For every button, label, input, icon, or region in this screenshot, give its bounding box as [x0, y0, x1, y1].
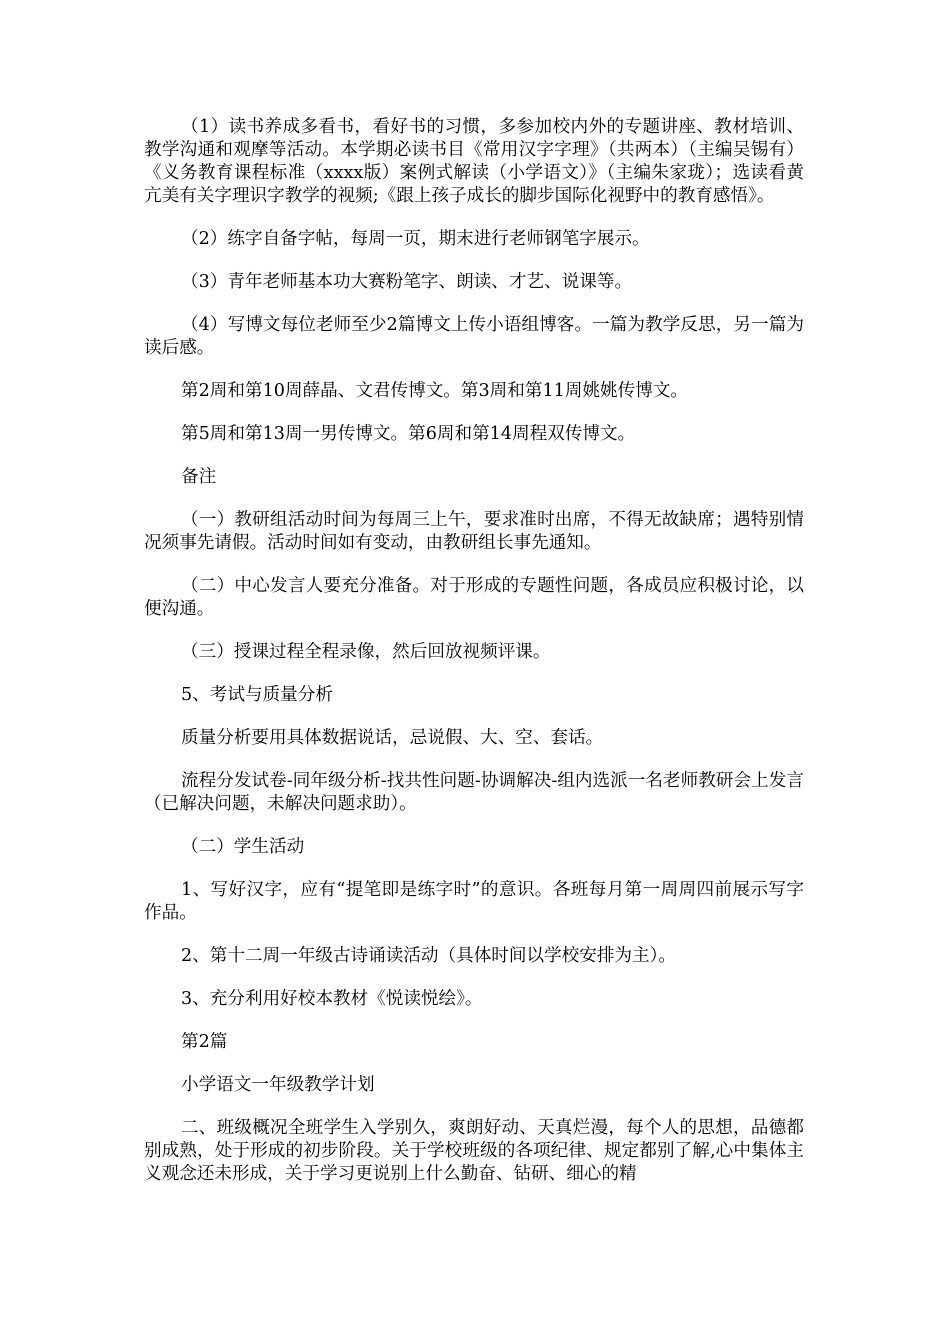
- paragraph-class-overview: 二、班级概况全班学生入学别久，爽朗好动、天真烂漫，每个人的思想，品德都别成熟，处于形成的初步阶段。关于学校班级的各项纪律、规定都别了解,心中集体主义观念还未形成，关于学习更说别上什么勤奋、钻研、细心的精: [144, 1118, 804, 1184]
- paragraph-process: 流程分发试卷-同年级分析-找共性问题-协调解决-组内选派一名老师教研会上发言（已解决问题，未解决问题求助）。: [144, 771, 804, 814]
- paragraph-blog-posts: （4）写博文每位老师至少2篇博文上传小语组博客。一篇为教学反思，另一篇为读后感。: [144, 315, 804, 358]
- paragraph-blog-schedule-2: 第5周和第13周一男传博文。第6周和第14周程双传博文。: [181, 424, 636, 444]
- paragraph-blog-schedule-1: 第2周和第10周薛晶、文君传博文。第3周和第11周姚姚传博文。: [181, 381, 689, 401]
- heading-remarks: 备注: [181, 467, 217, 487]
- paragraph-remark-2: （二）中心发言人要充分准备。对于形成的专题性问题，各成员应积极讨论，以便沟通。: [144, 576, 804, 619]
- document-body: [144, 116, 804, 1186]
- paragraph-calligraphy: （2）练字自备字帖，每周一页，期末进行老师钢笔字展示。: [181, 229, 650, 249]
- paragraph-activity-1: 1、写好汉字，应有“提笔即是练字时”的意识。各班每月第一周周四前展示写字作品。: [144, 880, 804, 923]
- paragraph-young-teacher-contest: （3）青年老师基本功大赛粉笔字、朗读、才艺、说课等。: [181, 272, 633, 292]
- heading-exam-analysis: 5、考试与质量分析: [181, 685, 333, 705]
- paragraph-reading-habit: （1）读书养成多看书，看好书的习惯，多参加校内外的专题讲座、教材培训、教学沟通和观摩等活动。本学期必读书目《常用汉字字理》（共两本）（主编吴锡有）《义务教育课程标准（xxxx版）案例式解读（小学语文）》（主编朱家珑）；选读看黄亢美有关字理识字教学的视频;《跟上孩子成长的脚步国际化视野中的教育感悟》。: [144, 117, 804, 206]
- heading-student-activities: （二）学生活动: [181, 837, 305, 857]
- heading-part-2: 第2篇: [181, 1032, 228, 1052]
- paragraph-activity-2: 2、第十二周一年级古诗诵读活动（具体时间以学校安排为主）。: [181, 946, 677, 966]
- heading-plan-title: 小学语文一年级教学计划: [181, 1075, 375, 1095]
- paragraph-activity-3: 3、充分利用好校本教材《悦读悦绘》。: [181, 989, 483, 1009]
- paragraph-quality-analysis: 质量分析要用具体数据说话，忌说假、大、空、套话。: [181, 728, 604, 748]
- paragraph-remark-3: （三）授课过程全程录像，然后回放视频评课。: [181, 642, 551, 662]
- paragraph-remark-1: （一）教研组活动时间为每周三上午，要求准时出席，不得无故缺席；遇特别情况须事先请假。活动时间如有变动，由教研组长事先通知。: [144, 510, 804, 553]
